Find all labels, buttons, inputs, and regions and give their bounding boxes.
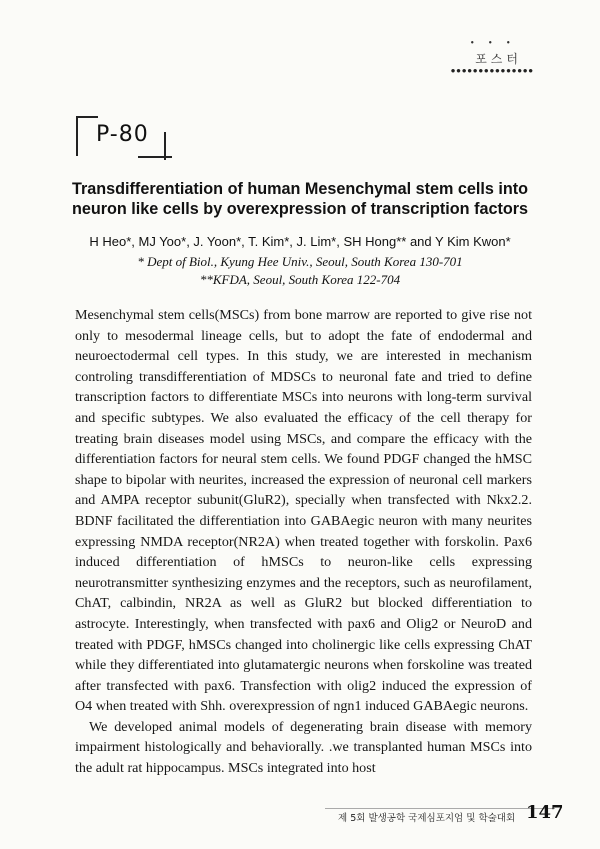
page-number: 147 xyxy=(526,802,564,823)
poster-id-mark xyxy=(76,112,176,162)
footer-divider xyxy=(325,808,555,809)
section-dots-decoration: • • • xyxy=(470,38,516,49)
abstract-paragraph-2: We developed animal models of degenerating brain disease with memory impairment histologically and behaviorally. .we transplanted human MSCs into the adult rat hippocampus. MSCs integrated into host xyxy=(75,718,532,777)
bracket-left-horizontal xyxy=(76,116,98,118)
paper-title xyxy=(60,179,540,219)
footer-conference-name: 제 5회 발생공학 국제심포지엄 및 학술대회 xyxy=(338,813,516,824)
affiliation-2: **KFDA, Seoul, South Korea 122-704 xyxy=(199,272,401,287)
poster-id: P-80 xyxy=(96,122,149,147)
paper-title-line: neuron like cells by overexpression of transcription factors xyxy=(71,200,529,218)
paper-title-line: Transdifferentiation of human Mesenchymal stem cells into xyxy=(71,180,529,198)
bracket-right-horizontal xyxy=(138,156,172,158)
bracket-left-vertical xyxy=(76,116,78,156)
abstract-body xyxy=(75,305,532,779)
author-list: H Heo*, MJ Yoo*, J. Yoon*, T. Kim*, J. Lim*, SH Hong** and Y Kim Kwon* xyxy=(89,234,511,249)
section-dots-rule: ••••••••••••••• xyxy=(450,63,534,78)
affiliation-1: * Dept of Biol., Kyung Hee Univ., Seoul, South Korea 130-701 xyxy=(137,254,463,269)
abstract-paragraph-1: Mesenchymal stem cells(MSCs) from bone marrow are reported to give rise not only to mesodermal lineage cells, but to adopt the fate of endodermal and neuroectodermal cell types. In this study, we are interested in mechanism controling transdifferentiation of MDSCs to neuronal fate and tried to define transcription factors to differentiate MSCs into neurons with long-term survival and specific subtypes. We also evaluated the efficacy of the cell therapy for treating brain diseases model using MSCs, and compare the efficacy with the differentiation factors for neural stem cells. We found PDGF changed the hMSC shape to bipolar with neurites, increased the expression of neuronal cell markers and AMPA receptor subunit(GluR2), specially when transfected with Nkx2.2. BDNF facilitated the differentiation into GABAegic neuron with many neurites expressing NMDA receptor(NR2A) when treated together with forskolin. Pax6 induced differentiation of hMSCs to neuron-like cells expressing neurotransmitter synthesizing enzymes and the receptors, such as neurofilament, ChAT, calbindin, NR2A as well as GluR2 but blocked differentiation to astrocyte. Interestingly, when transfected with pax6 and Olig2 or NeuroD and treated with PDGF, hMSCs changed into cholinergic like cells expressing ChAT while they differentiated into glutamatergic neurons when forskoline was treated after transfected with pax6. Transfection with olig2 induced the expression of O4 when treated with Shh. overexpression of ngn1 induced GABAegic neurons. xyxy=(75,307,532,715)
section-label: 포스터 xyxy=(475,52,522,66)
